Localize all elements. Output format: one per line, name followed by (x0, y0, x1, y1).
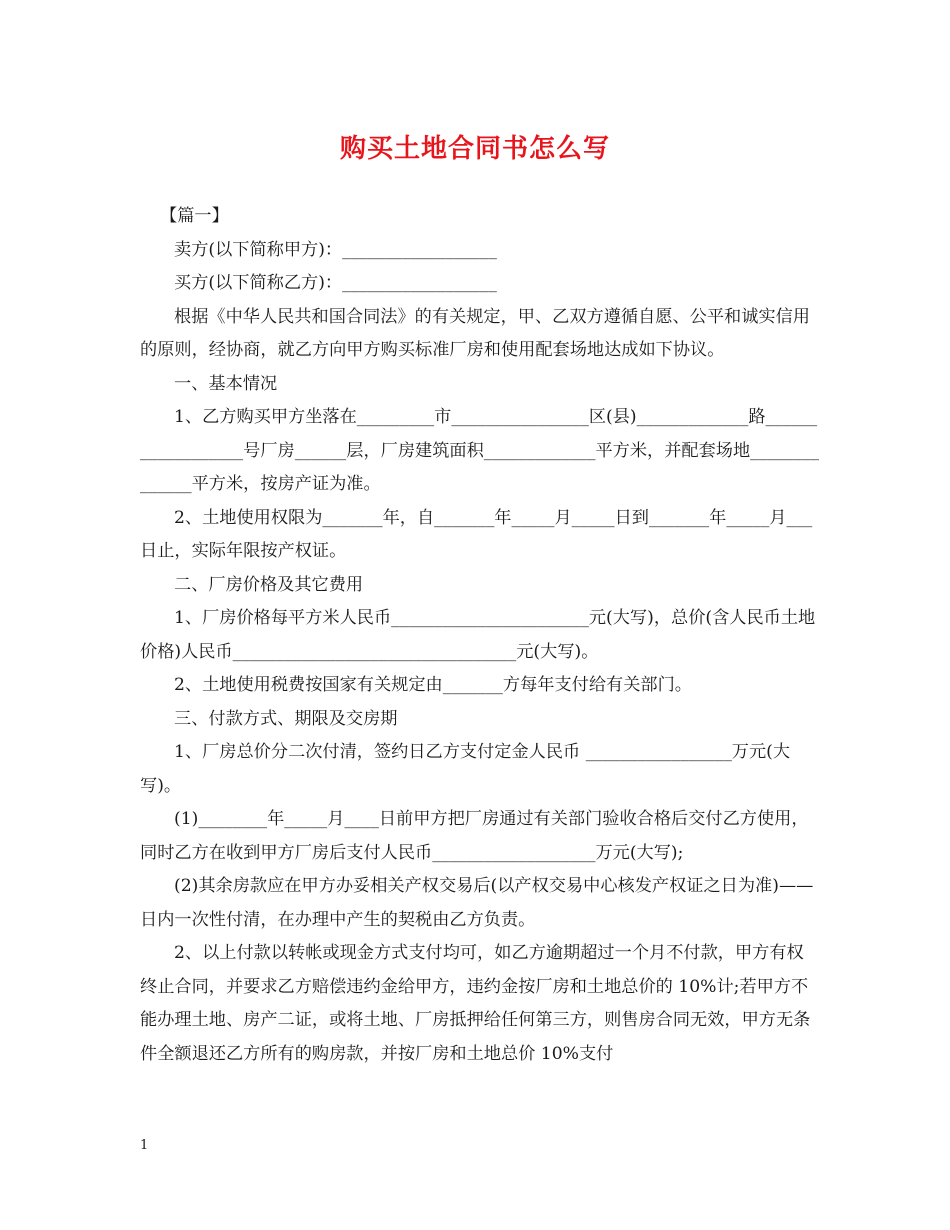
buyer-line: 买方(以下简称乙方)：__________________ (174, 273, 497, 293)
clause-2-2: 2、土地使用税费按国家有关规定由_______方每年支付给有关部门。 (174, 675, 692, 695)
clause-2-1: 1、厂房价格每平方米人民币_______________________元(大写)，总价(含人民币土地价格)人民币_________________________________元(大写)。 (140, 608, 816, 662)
seller-line: 卖方(以下简称甲方)：__________________ (174, 239, 497, 260)
page-number: 1 (140, 1138, 149, 1153)
clause-3-1-sub-2: (2)其余房款应在甲方办妥相关产权交易后(以产权交易中心核发产权证之日为准)——日内一次性付清，在办理中产生的契税由乙方负责。 (140, 876, 814, 930)
document-title: 购买土地合同书怎么写 (339, 134, 610, 164)
section-heading-basic-info: 一、基本情况 (174, 373, 278, 394)
document-body (140, 200, 820, 1071)
clause-3-1-sub-1: (1)________年_____月____日前甲方把厂房通过有关部门验收合格后交付乙方使用，同时乙方在收到甲方厂房后支付人民币___________________万元(大写); (140, 809, 809, 863)
preamble-paragraph: 根据《中华人民共和国合同法》的有关规定，甲、乙双方遵循自愿、公平和诚实信用的原则，经协商，就乙方向甲方购买标准厂房和使用配套场地达成如下协议。 (140, 306, 810, 360)
section-heading-payment: 三、付款方式、期限及交房期 (174, 708, 398, 729)
section-heading-price: 二、厂房价格及其它费用 (174, 574, 364, 595)
clause-1-2: 2、土地使用权限为_______年，自_______年_____月_____日到_______年_____月___日止，实际年限按产权证。 (140, 507, 813, 561)
clause-3-2: 2、以上付款以转帐或现金方式支付均可，如乙方逾期超过一个月不付款，甲方有权终止合同，并要求乙方赔偿违约金给甲方，违约金按厂房和土地总价的 10%计;若甲方不能办理土地、房产二证，或将土地、厂房抵押给任何第三方，则售房合同无效，甲方无条件全额退还乙方所有的购房款，并按厂房和土地总价 10%支付 (140, 943, 811, 1064)
clause-1-1: 1、乙方购买甲方坐落在_________市________________区(县)_____________路__________________号厂房______层，厂房建筑面积_____________平方米，并配套场地______________平方米，按房产证为准。 (140, 407, 819, 494)
clause-3-1: 1、厂房总价分二次付清，签约日乙方支付定金人民币 _________________万元(大写)。 (140, 742, 791, 796)
section-heading-part-one: 【篇一】 (160, 206, 229, 226)
